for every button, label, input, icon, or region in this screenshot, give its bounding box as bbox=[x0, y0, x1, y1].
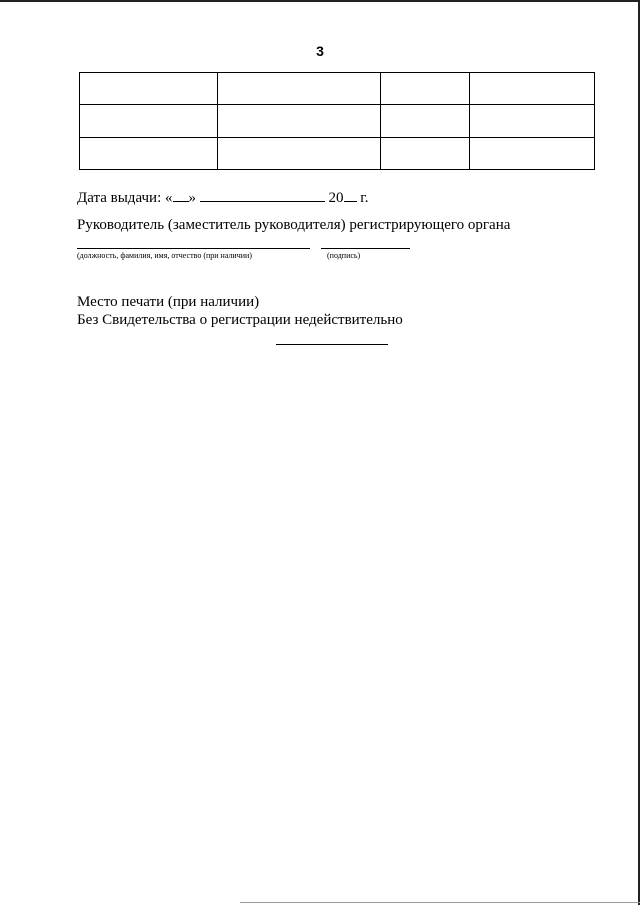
blank-table bbox=[79, 72, 595, 170]
table-cell bbox=[470, 138, 595, 170]
position-name-line bbox=[77, 248, 310, 249]
end-rule bbox=[276, 344, 388, 345]
table-cell bbox=[80, 73, 218, 105]
table-cell bbox=[218, 105, 381, 138]
open-quote: « bbox=[165, 190, 173, 206]
position-name-caption: (должность, фамилия, имя, отчество (при наличии) bbox=[77, 251, 252, 260]
head-title: Руководитель (заместитель руководителя) регистрирующего органа bbox=[77, 217, 511, 233]
table-row bbox=[80, 105, 595, 138]
table-cell bbox=[381, 105, 470, 138]
table-cell bbox=[218, 138, 381, 170]
close-quote: » bbox=[188, 190, 196, 206]
month-blank bbox=[200, 187, 325, 202]
table-row bbox=[80, 73, 595, 105]
page-edge-bottom bbox=[240, 902, 640, 903]
signature-line bbox=[321, 248, 410, 249]
year-prefix: 20 bbox=[328, 190, 344, 206]
table-cell bbox=[80, 105, 218, 138]
table-cell bbox=[80, 138, 218, 170]
page-edge-top bbox=[0, 0, 640, 2]
stamp-place: Место печати (при наличии) bbox=[77, 294, 260, 310]
table-row bbox=[80, 138, 595, 170]
table-cell bbox=[470, 105, 595, 138]
table-cell bbox=[381, 73, 470, 105]
year-suffix: г. bbox=[360, 190, 369, 206]
issue-date-label: Дата выдачи: bbox=[77, 190, 162, 206]
signature-caption: (подпись) bbox=[327, 251, 361, 260]
year-blank bbox=[344, 187, 357, 202]
table-cell bbox=[218, 73, 381, 105]
page-number: 3 bbox=[316, 43, 324, 59]
table-cell bbox=[470, 73, 595, 105]
issue-date-line bbox=[77, 187, 368, 207]
table-cell bbox=[381, 138, 470, 170]
day-blank bbox=[173, 187, 189, 202]
invalid-note: Без Свидетельства о регистрации недействительно bbox=[77, 312, 403, 328]
